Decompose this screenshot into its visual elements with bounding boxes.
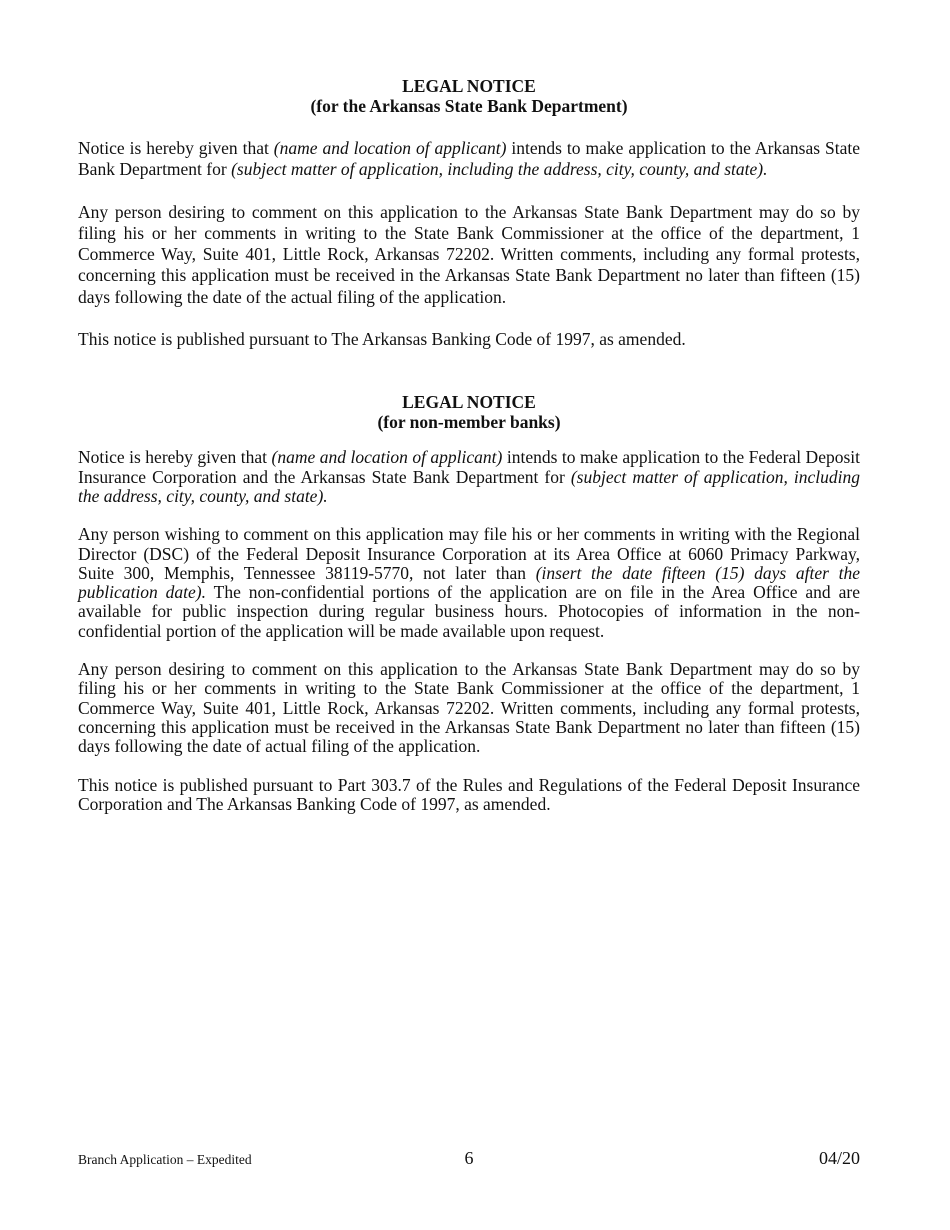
text-run: intends to make application to the Federal Deposit Insurance Corporation and the Arkansas State Bank Department for [78,447,860,487]
notice-title [78,392,860,432]
notice-subtitle-text: (for non-member banks) [377,412,561,433]
page-footer [78,1148,860,1170]
notice-title [78,76,860,116]
legal-notice-state-bank [78,76,860,350]
footer-document-title: Branch Application – Expedited [78,1152,252,1167]
placeholder-subject-matter: (subject matter of application, including the address, city, county, and state). [231,159,768,180]
placeholder-subject-matter: (subject matter of application, including the address, city, county, and state). [78,466,860,506]
notice-title-text: LEGAL NOTICE [402,76,536,96]
text-run: Notice is hereby given that [78,447,272,468]
notice-paragraph: This notice is published pursuant to Part 303.7 of the Rules and Regulations of the Federal Deposit Insurance Corporation and The Arkansas Banking Code of 1997, as amended. [78,774,860,814]
document-page [78,76,860,833]
notice-paragraph [78,448,860,506]
notice-subtitle-text: (for the Arkansas State Bank Department) [310,96,628,116]
notice-paragraph [78,138,860,181]
footer-revision-date: 04/20 [818,1148,860,1168]
text-run: The non-confidential portions of the application are on file in the Area Office and are available for public inspection during regular business hours. Photocopies of information in the non-confidential portion of the application will be made available upon request. [78,582,860,641]
notice-paragraph: Any person desiring to comment on this application to the Arkansas State Bank Department may do so by filing his or her comments in writing to the State Bank Commissioner at the office of the department, 1 Commerce Way, Suite 401, Little Rock, Arkansas 72202. Written comments, including any formal protests, concerning this application must be received in the Arkansas State Bank Department no later than fifteen (15) days following the date of actual filing of the application. [78,659,860,757]
placeholder-date: (insert the date fifteen (15) days after the publication date). [78,562,860,603]
placeholder-applicant: (name and location of applicant) [271,447,503,468]
notice-paragraph [78,525,860,641]
notice-title-text: LEGAL NOTICE [402,392,536,413]
placeholder-applicant: (name and location of applicant) [273,138,507,158]
page-number: 6 [464,1148,474,1168]
text-run: Any person wishing to comment on this application may file his or her comments in writing with the Regional Director (DSC) of the Federal Deposit Insurance Corporation at its Area Office at 6060 Primacy Parkway, Suite 300, Memphis, Tennessee 38119-5770, not later than [78,524,860,583]
text-run: Notice is hereby given that [78,138,274,158]
text-run: intends to make application to the Arkansas State Bank Department for [78,138,860,180]
notice-paragraph: Any person desiring to comment on this application to the Arkansas State Bank Department may do so by filing his or her comments in writing to the State Bank Commissioner at the office of the department, 1 Commerce Way, Suite 401, Little Rock, Arkansas 72202. Written comments, including any formal protests, concerning this application must be received in the Arkansas State Bank Department no later than fifteen (15) days following the date of the actual filing of the application. [78,201,860,307]
legal-notice-non-member-banks [78,392,860,814]
notice-paragraph: This notice is published pursuant to The Arkansas Banking Code of 1997, as amended. [78,329,686,350]
